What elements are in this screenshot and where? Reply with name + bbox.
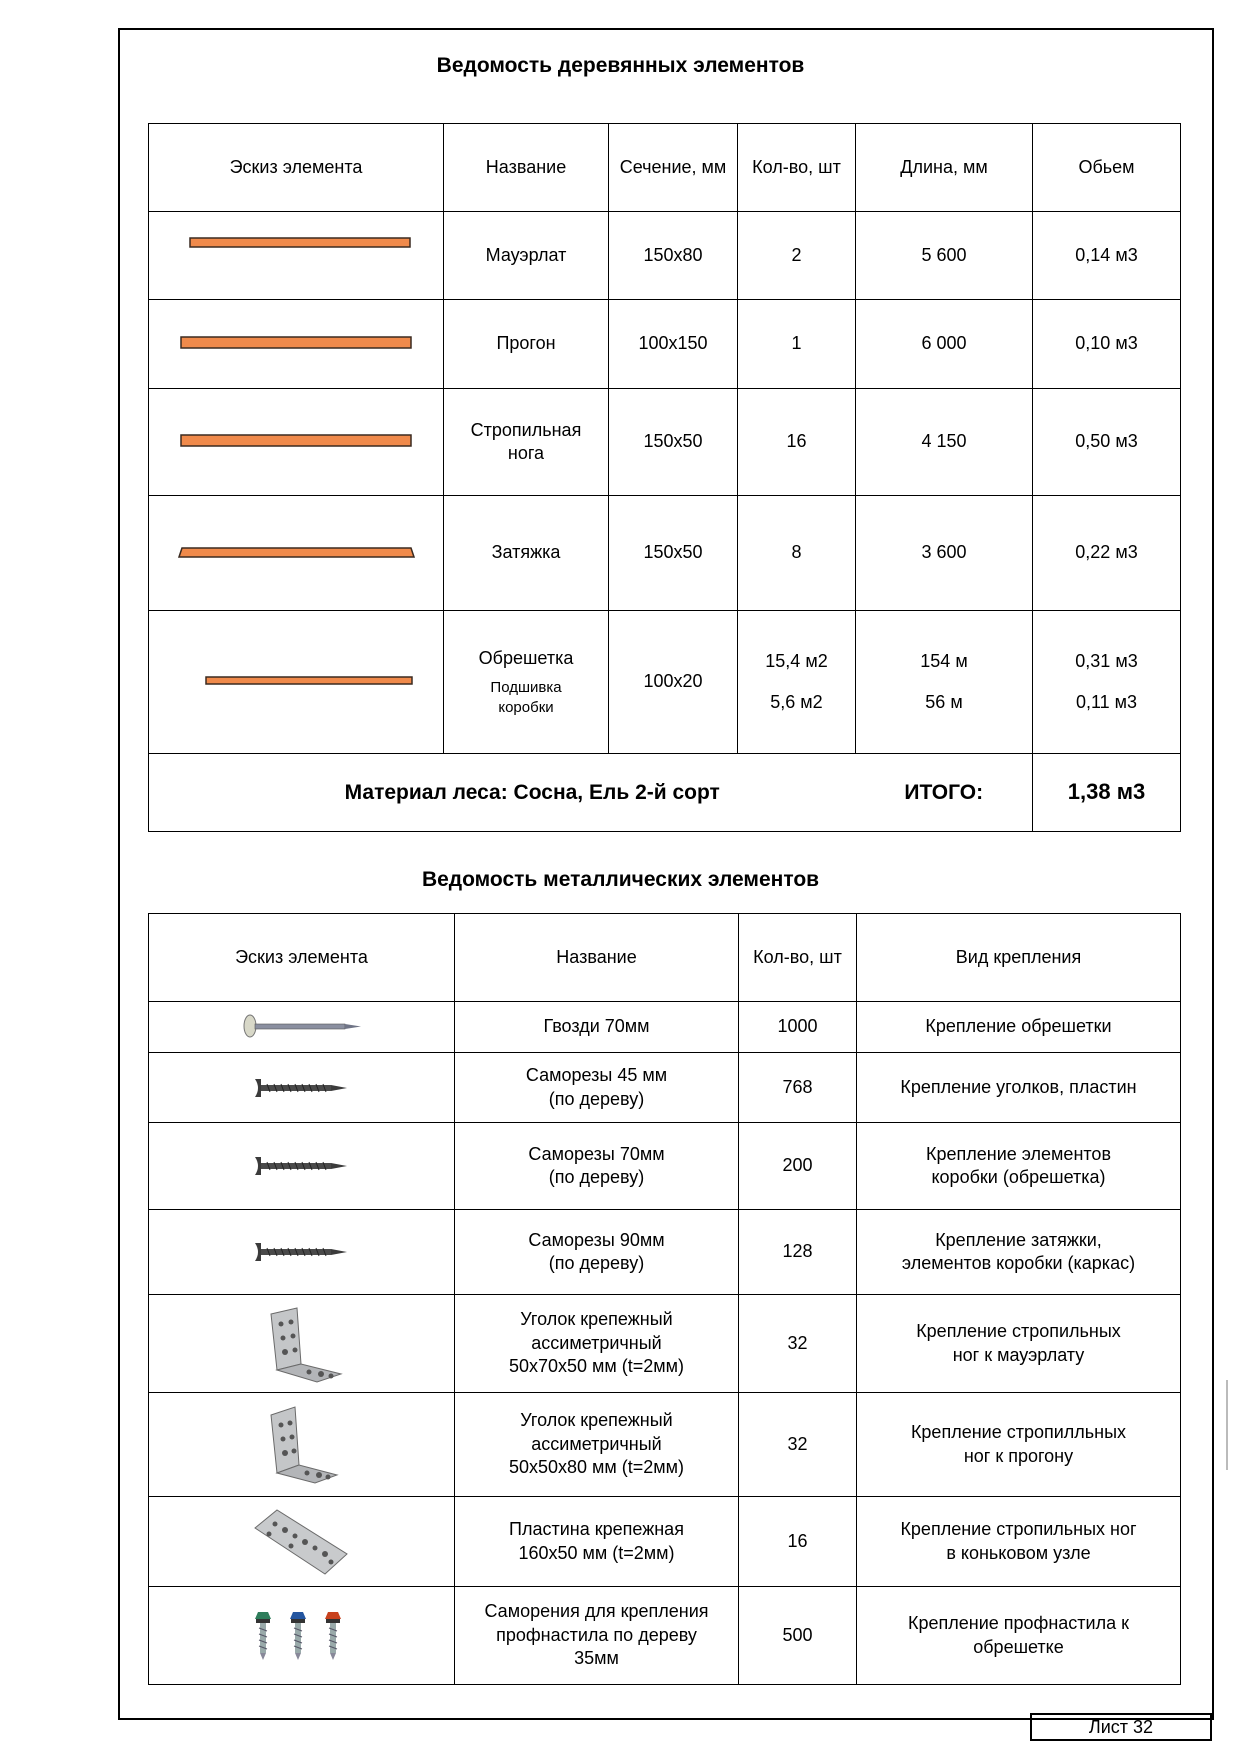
qty-cell: 768 — [739, 1053, 857, 1123]
header-sketch: Эскиз элемента — [149, 914, 455, 1002]
table-row — [149, 1497, 1181, 1587]
volume-cell: 0,31 м3 0,11 м3 — [1033, 611, 1181, 754]
length-cell: 5 600 — [856, 212, 1033, 300]
qty-cell: 8 — [738, 496, 856, 611]
metal-table — [148, 913, 1181, 1685]
qty-cell: 16 — [738, 389, 856, 496]
length-cell: 4 150 — [856, 389, 1033, 496]
sketch-cell — [149, 611, 444, 754]
qty-cell: 500 — [739, 1587, 857, 1685]
sketch-cell — [149, 1210, 455, 1295]
timber-batten-icon — [176, 667, 416, 697]
material-label: Материал леса: Сосна, Ель 2-й сорт — [344, 780, 720, 804]
table-row — [149, 1123, 1181, 1210]
sketch-cell — [149, 1497, 455, 1587]
mount-cell: Крепление элементов коробки (обрешетка) — [857, 1123, 1181, 1210]
length-cell: 6 000 — [856, 300, 1033, 389]
mount-cell: Крепление стропилльных ног к прогону — [857, 1393, 1181, 1497]
sketch-cell — [149, 1123, 455, 1210]
volume-cell: 0,50 м3 — [1033, 389, 1181, 496]
table-row — [149, 1053, 1181, 1123]
table-row — [149, 1393, 1181, 1497]
sketch-cell — [149, 389, 444, 496]
section-cell: 150х80 — [609, 212, 738, 300]
header-name: Название — [455, 914, 739, 1002]
screw-icon — [247, 1151, 357, 1181]
metal-header-row — [149, 914, 1181, 1002]
total-label: ИТОГО: — [904, 780, 984, 804]
qty-cell: 128 — [739, 1210, 857, 1295]
qty-cell: 15,4 м2 5,6 м2 — [738, 611, 856, 754]
table-row — [149, 300, 1181, 389]
sketch-cell — [149, 300, 444, 389]
mount-cell: Крепление затяжки, элементов коробки (каркас) — [857, 1210, 1181, 1295]
header-qty: Кол-во, шт — [739, 914, 857, 1002]
total-value: 1,38 м3 — [1067, 779, 1146, 805]
table-row — [149, 389, 1181, 496]
table-row — [149, 1210, 1181, 1295]
sheet-number: Лист 32 — [1030, 1713, 1212, 1741]
table-row — [149, 1587, 1181, 1685]
sketch-cell — [149, 1393, 455, 1497]
qty-cell: 1000 — [739, 1002, 857, 1053]
name-cell: Саморезы 70мм (по дереву) — [455, 1123, 739, 1210]
header-mount: Вид крепления — [857, 914, 1181, 1002]
sketch-cell — [149, 1053, 455, 1123]
table-row — [149, 611, 1181, 754]
header-volume: Обьем — [1033, 124, 1181, 212]
metal-table-title: Ведомость металлических элементов — [421, 868, 820, 891]
name-cell: Обрешетка Подшивка коробки — [444, 611, 609, 754]
table-row — [149, 1295, 1181, 1393]
name-cell: Саморезы 45 мм (по дереву) — [455, 1053, 739, 1123]
angle-bracket-icon — [257, 1304, 347, 1384]
sketch-cell — [149, 1295, 455, 1393]
qty-cell: 16 — [739, 1497, 857, 1587]
section-cell: 100х20 — [609, 611, 738, 754]
volume-cell: 0,10 м3 — [1033, 300, 1181, 389]
name-cell: Мауэрлат — [444, 212, 609, 300]
mounting-plate-icon — [247, 1506, 357, 1578]
table-row — [149, 1002, 1181, 1053]
name-cell: Прогон — [444, 300, 609, 389]
qty-cell: 32 — [739, 1295, 857, 1393]
qty-cell: 1 — [738, 300, 856, 389]
mount-cell: Крепление стропильных ног к мауэрлату — [857, 1295, 1181, 1393]
wood-table-title: Ведомость деревянных элементов — [436, 54, 805, 77]
summary-row — [149, 754, 1181, 832]
name-cell: Пластина крепежная 160х50 мм (t=2мм) — [455, 1497, 739, 1587]
name-cell: Стропильная нога — [444, 389, 609, 496]
wood-table — [148, 123, 1181, 832]
sketch-cell — [149, 212, 444, 300]
mount-cell: Крепление обрешетки — [857, 1002, 1181, 1053]
qty-cell: 32 — [739, 1393, 857, 1497]
header-section: Сечение, мм — [609, 124, 738, 212]
header-name: Название — [444, 124, 609, 212]
table-row — [149, 496, 1181, 611]
table-row — [149, 212, 1181, 300]
angle-bracket-icon — [257, 1403, 347, 1487]
timber-beam-icon — [176, 427, 416, 457]
header-qty: Кол-во, шт — [738, 124, 856, 212]
mount-cell: Крепление уголков, пластин — [857, 1053, 1181, 1123]
header-sketch: Эскиз элемента — [149, 124, 444, 212]
name-cell: Уголок крепежный ассиметричный 50х70х50 мм (t=2мм) — [455, 1295, 739, 1393]
sketch-cell — [149, 496, 444, 611]
section-cell: 100х150 — [609, 300, 738, 389]
section-cell: 150х50 — [609, 389, 738, 496]
section-cell: 150х50 — [609, 496, 738, 611]
mount-cell: Крепление стропильных ног в коньковом узле — [857, 1497, 1181, 1587]
length-cell: 3 600 — [856, 496, 1033, 611]
frame-mark — [1226, 1380, 1228, 1470]
name-cell: Затяжка — [444, 496, 609, 611]
sketch-cell — [149, 1002, 455, 1053]
name-cell: Уголок крепежный ассиметричный 50х50х80 мм (t=2мм) — [455, 1393, 739, 1497]
timber-beam-icon — [176, 329, 416, 359]
screw-icon — [247, 1073, 357, 1103]
timber-beam-icon — [181, 236, 411, 276]
header-length: Длина, мм — [856, 124, 1033, 212]
volume-cell: 0,22 м3 — [1033, 496, 1181, 611]
volume-cell: 0,14 м3 — [1033, 212, 1181, 300]
timber-beam-icon — [174, 538, 419, 568]
mount-cell: Крепление профнастила к обрешетке — [857, 1587, 1181, 1685]
roofing-screws-icon — [247, 1606, 357, 1666]
name-cell: Гвозди 70мм — [455, 1002, 739, 1053]
qty-cell: 200 — [739, 1123, 857, 1210]
screw-icon — [247, 1237, 357, 1267]
wood-header-row — [149, 124, 1181, 212]
name-cell: Саморезы 90мм (по дереву) — [455, 1210, 739, 1295]
nail-icon — [237, 1012, 367, 1042]
qty-cell: 2 — [738, 212, 856, 300]
name-cell: Саморения для крепления профнастила по дереву 35мм — [455, 1587, 739, 1685]
length-cell: 154 м 56 м — [856, 611, 1033, 754]
sketch-cell — [149, 1587, 455, 1685]
